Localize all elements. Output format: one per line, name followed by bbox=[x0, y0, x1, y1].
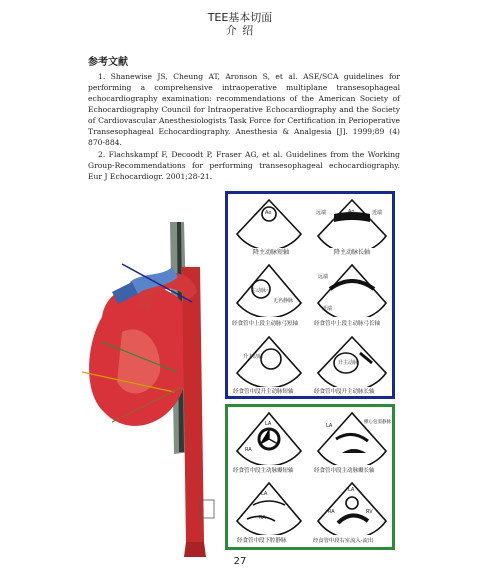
view-ascending-aorta-long-axis bbox=[312, 333, 391, 396]
view-caption: 经食管中段右室流入-流出 bbox=[313, 538, 374, 544]
view-label: LA bbox=[326, 423, 333, 429]
valve-views-panel bbox=[225, 404, 395, 550]
aorta-views-panel bbox=[225, 191, 395, 399]
view-aortic-valve-short-axis bbox=[231, 409, 308, 475]
view-descending-aorta-short-axis bbox=[231, 196, 308, 256]
heart-illustration bbox=[82, 222, 232, 557]
page-number: 27 bbox=[233, 556, 247, 567]
view-caption: 经食管中段升主动脉长轴 bbox=[314, 389, 375, 395]
reference-list bbox=[88, 71, 400, 183]
view-caption: 经食管中段下腔静脉 bbox=[237, 538, 287, 544]
view-caption: 降主动脉长轴 bbox=[334, 249, 371, 256]
view-caption: 经食管中段主动脉瓣长轴 bbox=[314, 468, 375, 474]
view-caption: 经食管中上段主动脉弓长轴 bbox=[314, 321, 381, 327]
view-label: RA bbox=[259, 515, 266, 521]
view-label: 近端 bbox=[322, 306, 333, 312]
view-caption: 经食管中上段主动脉弓短轴 bbox=[232, 321, 299, 327]
page-header-subtitle: 介 绍 bbox=[225, 24, 255, 37]
view-label: RA bbox=[328, 509, 335, 515]
view-label: 近端 bbox=[372, 210, 383, 216]
view-label: Ao bbox=[348, 209, 355, 215]
view-label: 升主动脉 bbox=[243, 354, 264, 360]
view-label: RV bbox=[350, 449, 357, 455]
reference-item: 1. Shanewise JS, Cheung AT, Aronson S, et al. ASE/SCA guidelines for performing a comprehensive intraoperative multiplane transesophageal echocardiography examination: recommendations of the American Society of Echocardiography Council for Intraoperative Echocardiography and the Society of Cardiovascular Anesthesiologists Task Force for Certification in Perioperative Transesophageal Echocardiography. Anesthesia & Analgesia [J]. 1999;89 (4) 870-884. bbox=[88, 72, 400, 147]
view-rv-inflow-outflow bbox=[312, 479, 391, 545]
view-aortic-arch-short-axis bbox=[231, 261, 308, 328]
view-label: 升主动脉 bbox=[338, 360, 359, 366]
section-title: 参考文献 bbox=[88, 57, 128, 68]
view-label: RV bbox=[366, 509, 373, 515]
view-label: 远端 bbox=[318, 274, 329, 280]
view-inferior-vena-cava bbox=[231, 479, 308, 545]
view-label: LA bbox=[265, 421, 272, 427]
view-label: LA bbox=[348, 487, 355, 493]
view-label: 横心包窦静脉 bbox=[364, 420, 391, 425]
view-label: 无名静脉 bbox=[273, 298, 294, 304]
view-caption: 经食管中段主动脉瓣短轴 bbox=[233, 468, 294, 474]
page-header-title: TEE基本切面 bbox=[207, 11, 273, 24]
view-label: RA bbox=[245, 447, 252, 453]
view-caption: 经食管中段升主动脉短轴 bbox=[233, 389, 294, 395]
view-ascending-aorta-short-axis bbox=[231, 333, 308, 396]
view-caption: 降主动脉短轴 bbox=[253, 249, 290, 256]
view-label: Ao bbox=[265, 210, 272, 216]
view-aortic-valve-long-axis bbox=[312, 409, 391, 475]
view-aortic-arch-long-axis bbox=[312, 261, 391, 328]
view-label: 主动脉弓 bbox=[251, 288, 272, 294]
view-descending-aorta-long-axis bbox=[312, 196, 391, 256]
view-label: LA bbox=[261, 491, 268, 497]
reference-item: 2. Flachskampf F, Decoodt P, Fraser AG, et al. Guidelines from the Working Group-Recommendations for performing transesophageal echocardiography. Eur J Echocardiogr. 2001;28-21. bbox=[88, 150, 400, 181]
view-label: 远端 bbox=[316, 210, 327, 216]
